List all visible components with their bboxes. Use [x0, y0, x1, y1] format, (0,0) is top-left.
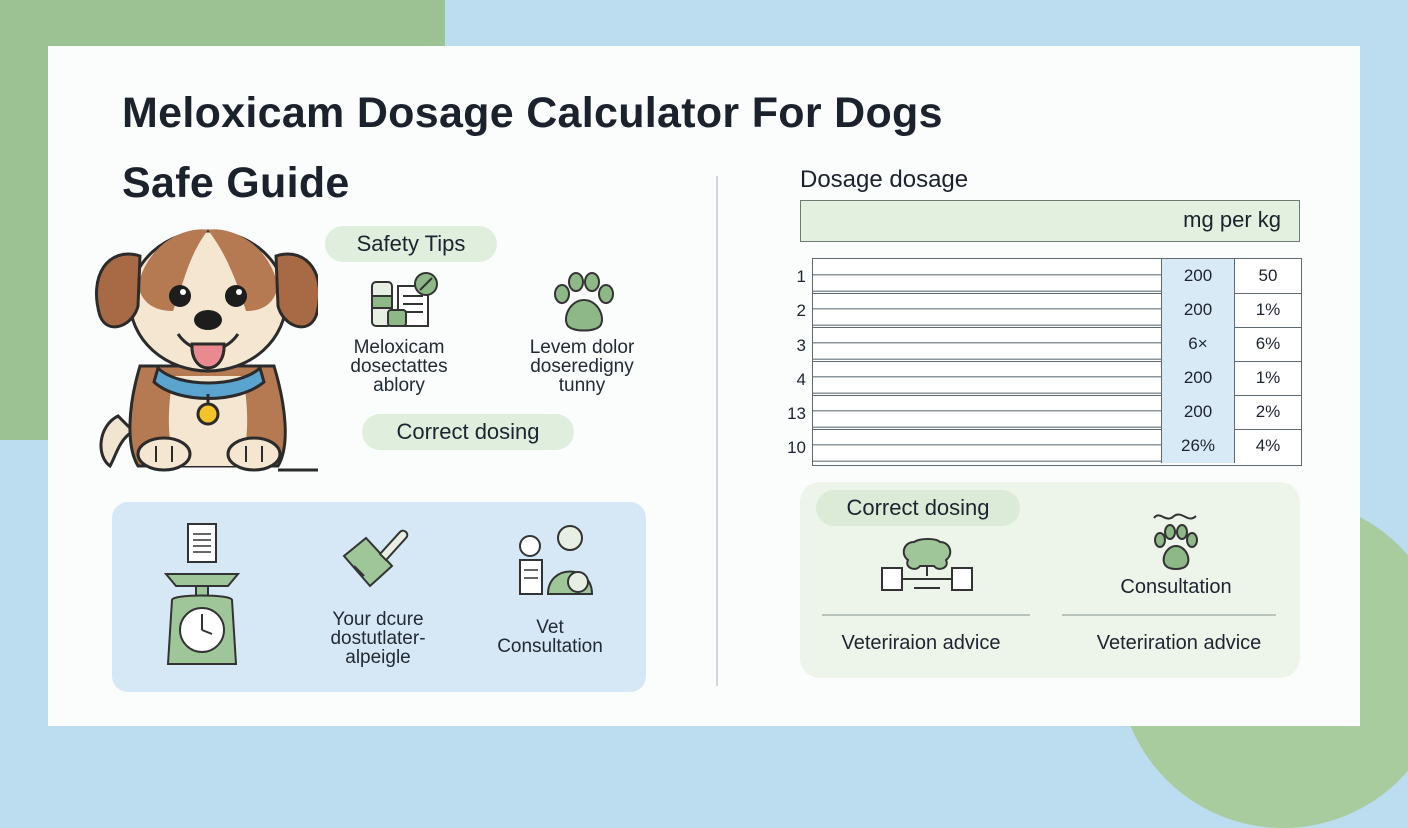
- center-divider: [716, 176, 718, 686]
- row-number: 3: [796, 336, 806, 355]
- table-header: [800, 200, 1300, 242]
- correct-dosing-right-label: Correct dosing: [846, 495, 990, 520]
- table-cell-percent: 4%: [1255, 436, 1281, 455]
- tip-2-line-1: Levem dolor: [529, 337, 635, 358]
- row-lines: [813, 327, 1161, 361]
- separator-line: [822, 614, 1030, 616]
- row-lines: [813, 259, 1161, 293]
- correct-dosing-pill: [362, 414, 574, 450]
- bottom-item-2-line-2: dostutlater-: [330, 628, 426, 649]
- row-number: 2: [796, 301, 806, 320]
- title-line-2: Safe Guide: [122, 159, 350, 207]
- tip-2-line-2: doseredigny: [530, 356, 634, 377]
- row-number: 1: [796, 267, 806, 286]
- tip-2-line-3: tunny: [558, 375, 606, 396]
- table-header-label: mg per kg: [1183, 207, 1281, 232]
- tip-1-line-3: ablory: [373, 375, 425, 396]
- table-row: [813, 327, 1301, 362]
- advice-1-text: Veteriraion advice: [841, 632, 1001, 654]
- correct-dosing-pill-right: [816, 490, 1020, 526]
- table-cell-percent: 50: [1258, 266, 1278, 285]
- row-lines: [813, 429, 1161, 463]
- table-cell-dose: 200: [1161, 395, 1235, 429]
- table-cell-percent: 1%: [1255, 300, 1281, 319]
- row-number: 4: [796, 370, 806, 389]
- table-cell-dose: 6×: [1161, 327, 1235, 361]
- bottom-item-3-line-1: Vet: [536, 617, 564, 638]
- bottom-item-3-text: [482, 618, 618, 656]
- advice-2-text: Veteriration advice: [1096, 632, 1262, 654]
- tip-1-line-1: Meloxicam: [353, 337, 445, 358]
- bottom-item-3-line-2: Consultation: [497, 636, 603, 657]
- table-cell-percent: 6%: [1255, 334, 1281, 353]
- table-row: [813, 429, 1301, 463]
- table-cell-dose: 26%: [1161, 429, 1235, 463]
- table-cell-dose: 200: [1161, 293, 1235, 327]
- table-row: [813, 395, 1301, 430]
- syringe-icon: [340, 526, 412, 596]
- row-lines: [813, 293, 1161, 327]
- row-number: 13: [787, 404, 806, 423]
- separator-line: [1062, 614, 1276, 616]
- paw-print-icon: [1150, 510, 1200, 572]
- tip-1-text: [334, 338, 464, 395]
- correct-dosing-label: Correct dosing: [396, 419, 540, 444]
- tip-1-line-2: dosectattes: [350, 356, 448, 377]
- vet-icon: [514, 520, 598, 600]
- bottom-item-2-line-1: Your dcure: [332, 609, 424, 630]
- row-lines: [813, 395, 1161, 429]
- dosage-table: [812, 258, 1302, 466]
- table-row: [813, 259, 1301, 294]
- correct-dosing-panel: [800, 482, 1300, 678]
- page-title: [122, 78, 943, 218]
- bottom-item-2-text: [308, 610, 448, 667]
- medication-docs-icon: [370, 272, 440, 330]
- scale-icon: [162, 522, 242, 672]
- content-card: [48, 46, 1360, 726]
- info-panel: [112, 502, 646, 692]
- dumbbell-dose-icon: [880, 538, 974, 594]
- consultation-label: Consultation: [1120, 576, 1232, 598]
- paw-print-icon: [548, 272, 618, 334]
- table-cell-dose: 200: [1161, 361, 1235, 395]
- bottom-item-2-line-3: alpeigle: [345, 647, 411, 668]
- safety-tips-label: Safety Tips: [356, 231, 466, 256]
- safety-tips-pill: [325, 226, 497, 262]
- title-line-1: Meloxicam Dosage Calculator For Dogs: [122, 89, 943, 137]
- row-lines: [813, 361, 1161, 395]
- table-row: [813, 361, 1301, 396]
- dog-illustration: [78, 216, 318, 476]
- row-number: 10: [787, 438, 806, 457]
- table-title: Dosage dosage: [800, 166, 969, 193]
- table-row: [813, 293, 1301, 328]
- table-cell-percent: 1%: [1255, 368, 1281, 387]
- tip-2-text: [514, 338, 650, 395]
- table-cell-percent: 2%: [1255, 402, 1281, 421]
- table-cell-dose: 200: [1161, 259, 1235, 293]
